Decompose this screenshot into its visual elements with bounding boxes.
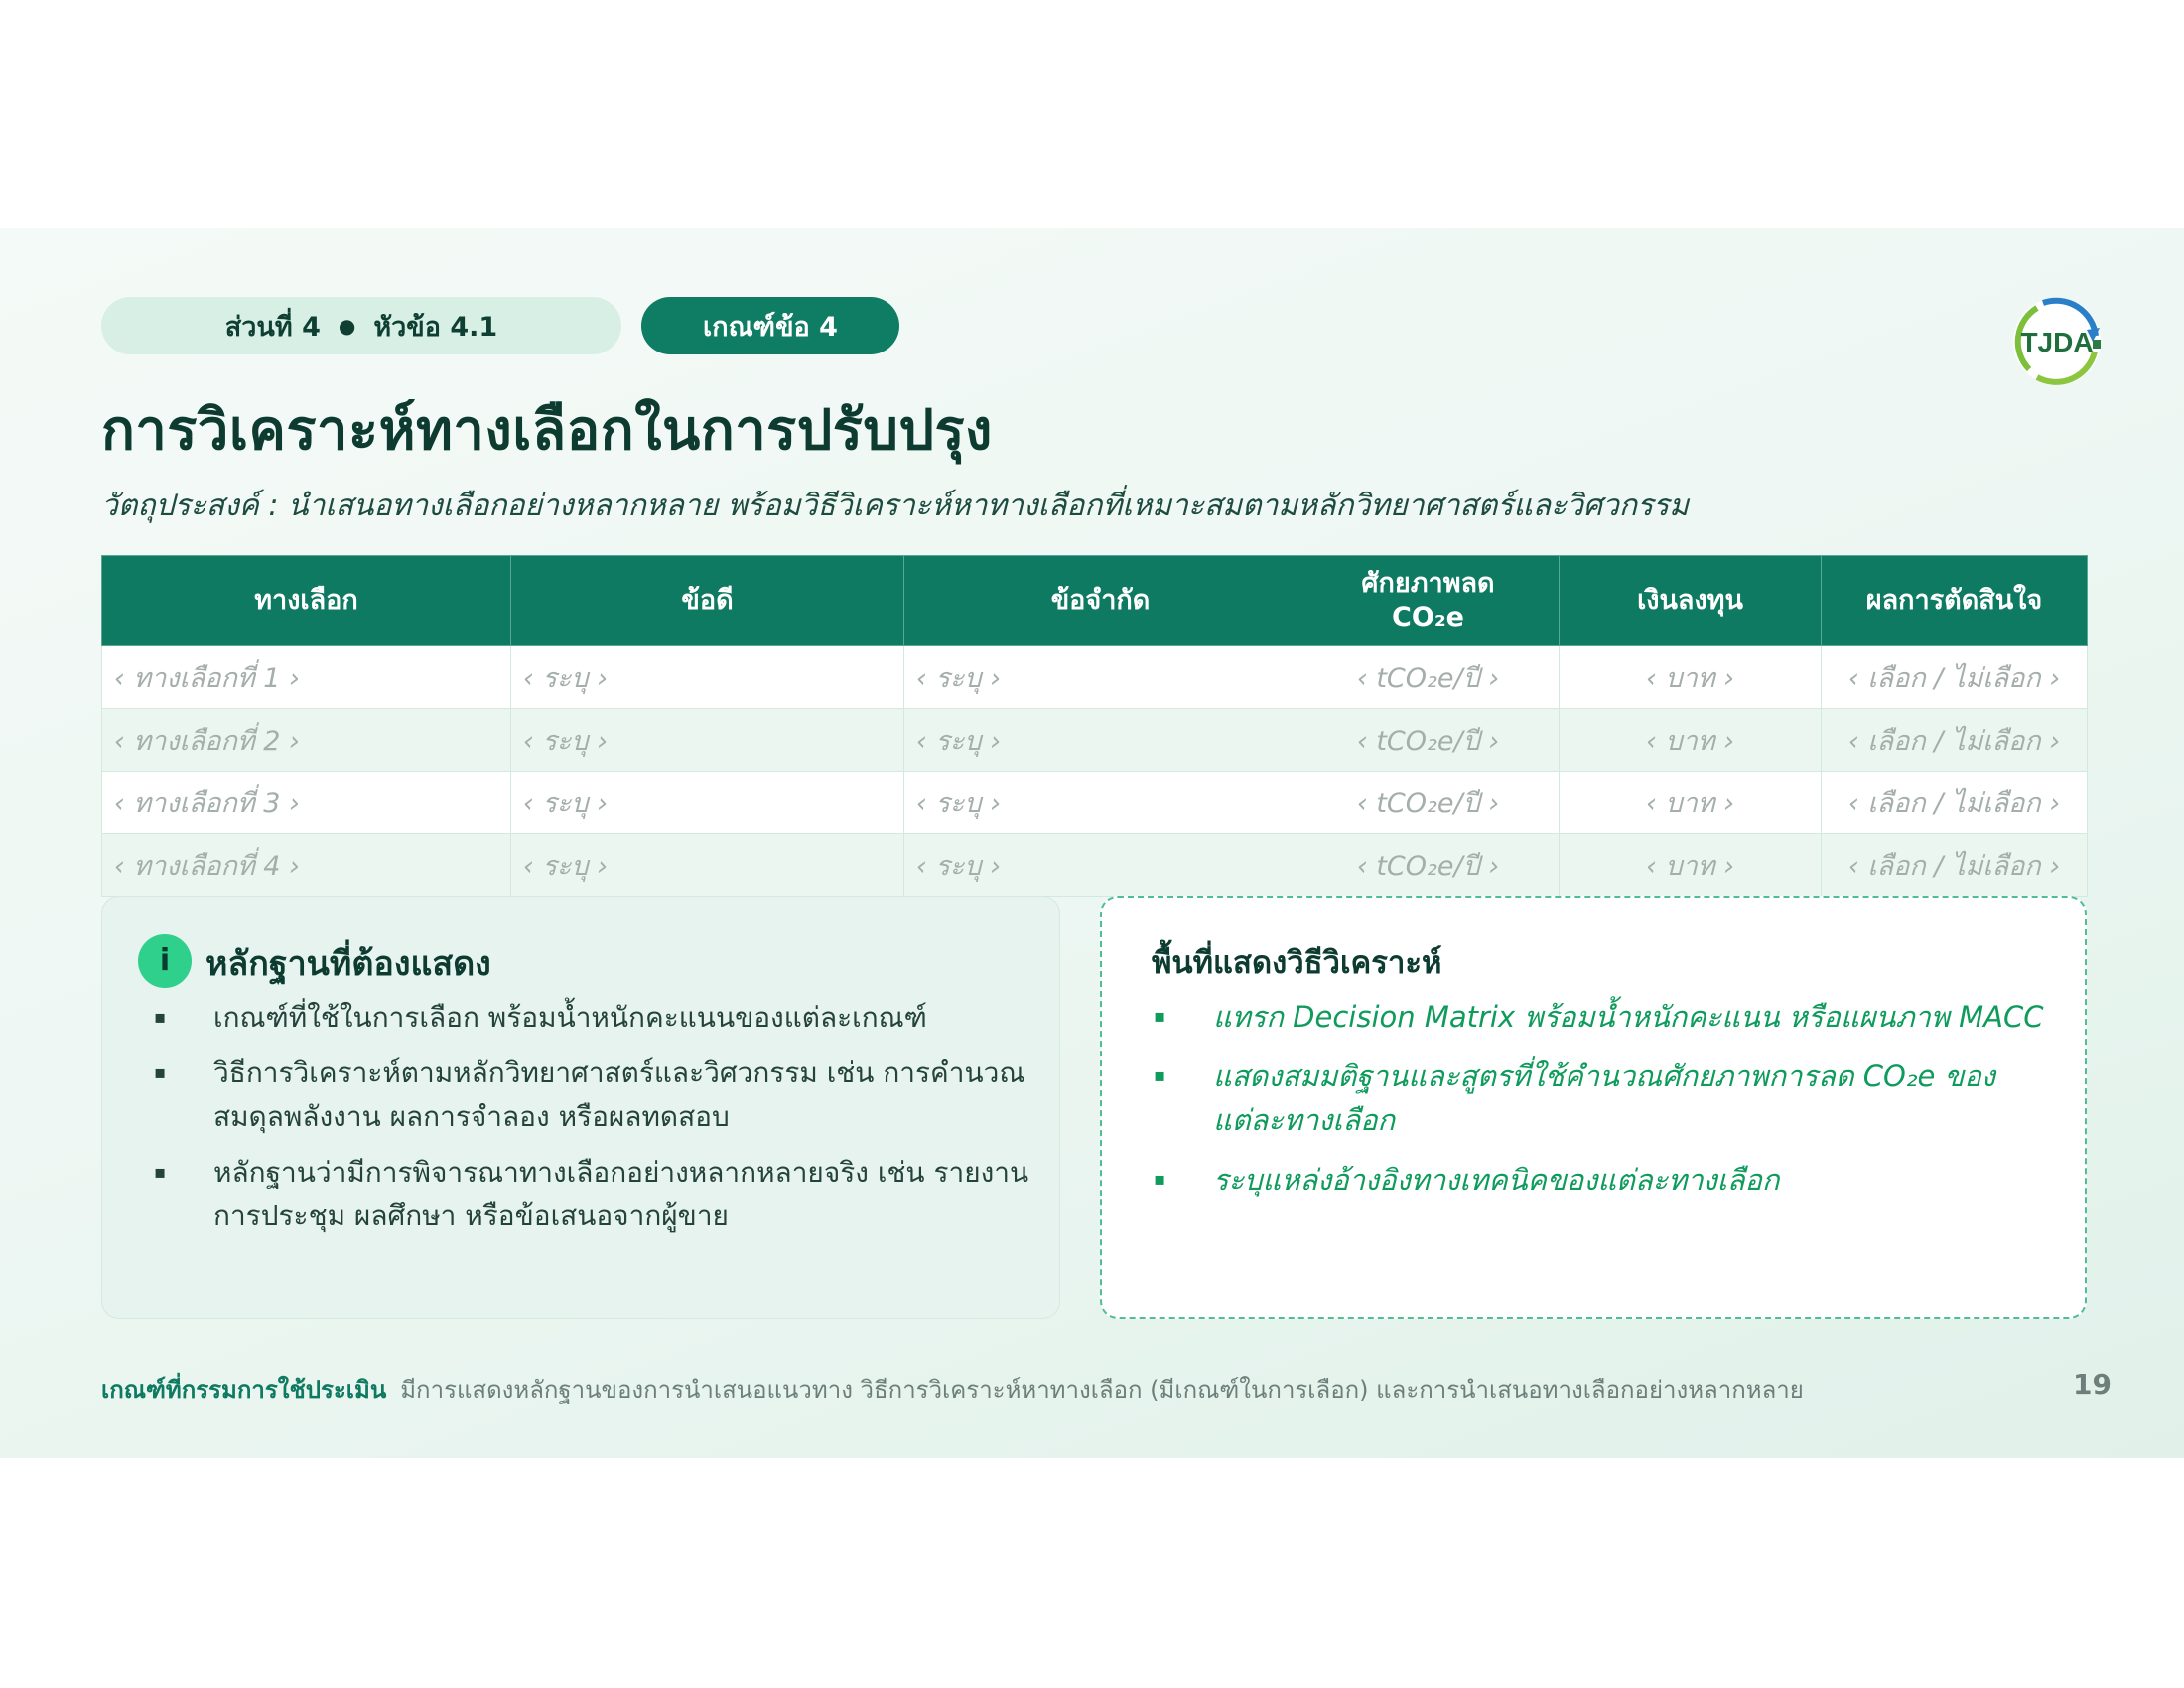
footer [101,1370,1804,1409]
table-header-row [102,556,2088,646]
page-title: การวิเคราะห์ทางเลือกในการปรับปรุง [101,398,993,463]
bullet-icon: ▪ [1154,1065,1166,1086]
cell-limitations[interactable]: ‹ ระบุ › [904,646,1297,709]
bullet-icon: ▪ [1154,1006,1166,1027]
table-row [102,709,2088,772]
cell-advantages[interactable]: ‹ ระบุ › [511,646,904,709]
method-list [1142,995,2055,1217]
cell-limitations[interactable]: ‹ ระบุ › [904,772,1297,834]
info-icon: i [138,934,192,988]
cell-option[interactable]: ‹ ทางเลือกที่ 3 › [102,772,511,834]
footer-label: เกณฑ์ที่กรรมการใช้ประเมิน [101,1376,387,1404]
table-row [102,772,2088,834]
cell-advantages[interactable]: ‹ ระบุ › [511,709,904,772]
list-item-text: หลักฐานว่ามีการพิจารณาทางเลือกอย่างหลากหลายจริง เช่น รายงานการประชุม ผลศึกษา หรือข้อเสนอจากผู้ขาย [213,1156,1029,1232]
cell-decision[interactable]: ‹ เลือก / ไม่เลือก › [1822,834,2088,897]
criteria-pill [641,297,899,354]
page-number: 19 [2073,1368,2112,1401]
list-item-text: ระบุแหล่งอ้างอิงทางเทคนิคของแต่ละทางเลือก [1213,1163,1780,1196]
header-limitations: ข้อจำกัด [904,556,1297,646]
method-title: พื้นที่แสดงวิธีวิเคราะห์ [1152,945,1442,981]
cell-investment[interactable]: ‹ บาท › [1560,646,1822,709]
separator-dot: ● [338,314,356,338]
svg-text:TJDA: TJDA [2020,327,2094,357]
bullet-icon: ▪ [1154,1169,1166,1190]
bullet-icon: ▪ [154,1007,167,1028]
header-reduction-line1: ศักยภาพลด [1361,568,1495,600]
cell-reduction[interactable]: ‹ tCO₂e/ปี › [1297,709,1560,772]
alternatives-table [101,555,2088,897]
cell-limitations[interactable]: ‹ ระบุ › [904,709,1297,772]
list-item [142,996,1035,1040]
table-row [102,646,2088,709]
cell-limitations[interactable]: ‹ ระบุ › [904,834,1297,897]
header-advantages: ข้อดี [511,556,904,646]
table-row [102,834,2088,897]
bullet-icon: ▪ [154,1162,167,1183]
evidence-title: หลักฐานที่ต้องแสดง [205,944,491,984]
evidence-list [142,996,1035,1250]
cell-reduction[interactable]: ‹ tCO₂e/ปี › [1297,772,1560,834]
header-option: ทางเลือก [102,556,511,646]
criteria-label: เกณฑ์ข้อ 4 [703,311,838,343]
list-item [142,1052,1035,1139]
header-reduction-line2: CO₂e [1392,602,1464,633]
cell-advantages[interactable]: ‹ ระบุ › [511,834,904,897]
list-item [142,1151,1035,1238]
tjda-logo-icon [2007,292,2107,391]
list-item-text: วิธีการวิเคราะห์ตามหลักวิทยาศาสตร์และวิศวกรรม เช่น การคำนวณสมดุลพลังงาน ผลการจำลอง หรือผลทดสอบ [213,1056,1025,1133]
cell-option[interactable]: ‹ ทางเลือกที่ 1 › [102,646,511,709]
list-item [1142,1055,2055,1142]
header-reduction-potential [1297,556,1560,646]
bullet-icon: ▪ [154,1062,167,1083]
section-pill [101,297,621,354]
analysis-method-placeholder[interactable] [1100,896,2087,1319]
objective-text: วัตถุประสงค์ : นำเสนอทางเลือกอย่างหลากหลาย พร้อมวิธีวิเคราะห์หาทางเลือกที่เหมาะสมตามหลักวิทยาศาสตร์และวิศวกรรม [101,489,1690,523]
cell-investment[interactable]: ‹ บาท › [1560,772,1822,834]
cell-decision[interactable]: ‹ เลือก / ไม่เลือก › [1822,772,2088,834]
list-item-text: แทรก Decision Matrix พร้อมน้ำหนักคะแนน หรือแผนภาพ MACC [1213,1000,2044,1034]
cell-reduction[interactable]: ‹ tCO₂e/ปี › [1297,834,1560,897]
section-label: ส่วนที่ 4 [224,311,321,343]
header-investment: เงินลงทุน [1560,556,1822,646]
topic-label: หัวข้อ 4.1 [373,311,498,343]
list-item-text: แสดงสมมติฐานและสูตรที่ใช้คำนวณศักยภาพการลด CO₂e ของแต่ละทางเลือก [1213,1059,1995,1137]
cell-investment[interactable]: ‹ บาท › [1560,834,1822,897]
footer-text: มีการแสดงหลักฐานของการนำเสนอแนวทาง วิธีการวิเคราะห์หาทางเลือก (มีเกณฑ์ในการเลือก) และการนำเสนอทางเลือกอย่างหลากหลาย [400,1376,1804,1404]
list-item [1142,1158,2055,1201]
cell-option[interactable]: ‹ ทางเลือกที่ 2 › [102,709,511,772]
cell-investment[interactable]: ‹ บาท › [1560,709,1822,772]
cell-advantages[interactable]: ‹ ระบุ › [511,772,904,834]
cell-option[interactable]: ‹ ทางเลือกที่ 4 › [102,834,511,897]
slide [0,228,2184,1458]
cell-reduction[interactable]: ‹ tCO₂e/ปี › [1297,646,1560,709]
header-decision: ผลการตัดสินใจ [1822,556,2088,646]
cell-decision[interactable]: ‹ เลือก / ไม่เลือก › [1822,709,2088,772]
evidence-panel [101,896,1060,1319]
list-item [1142,995,2055,1039]
cell-decision[interactable]: ‹ เลือก / ไม่เลือก › [1822,646,2088,709]
list-item-text: เกณฑ์ที่ใช้ในการเลือก พร้อมน้ำหนักคะแนนของแต่ละเกณฑ์ [213,1001,927,1034]
